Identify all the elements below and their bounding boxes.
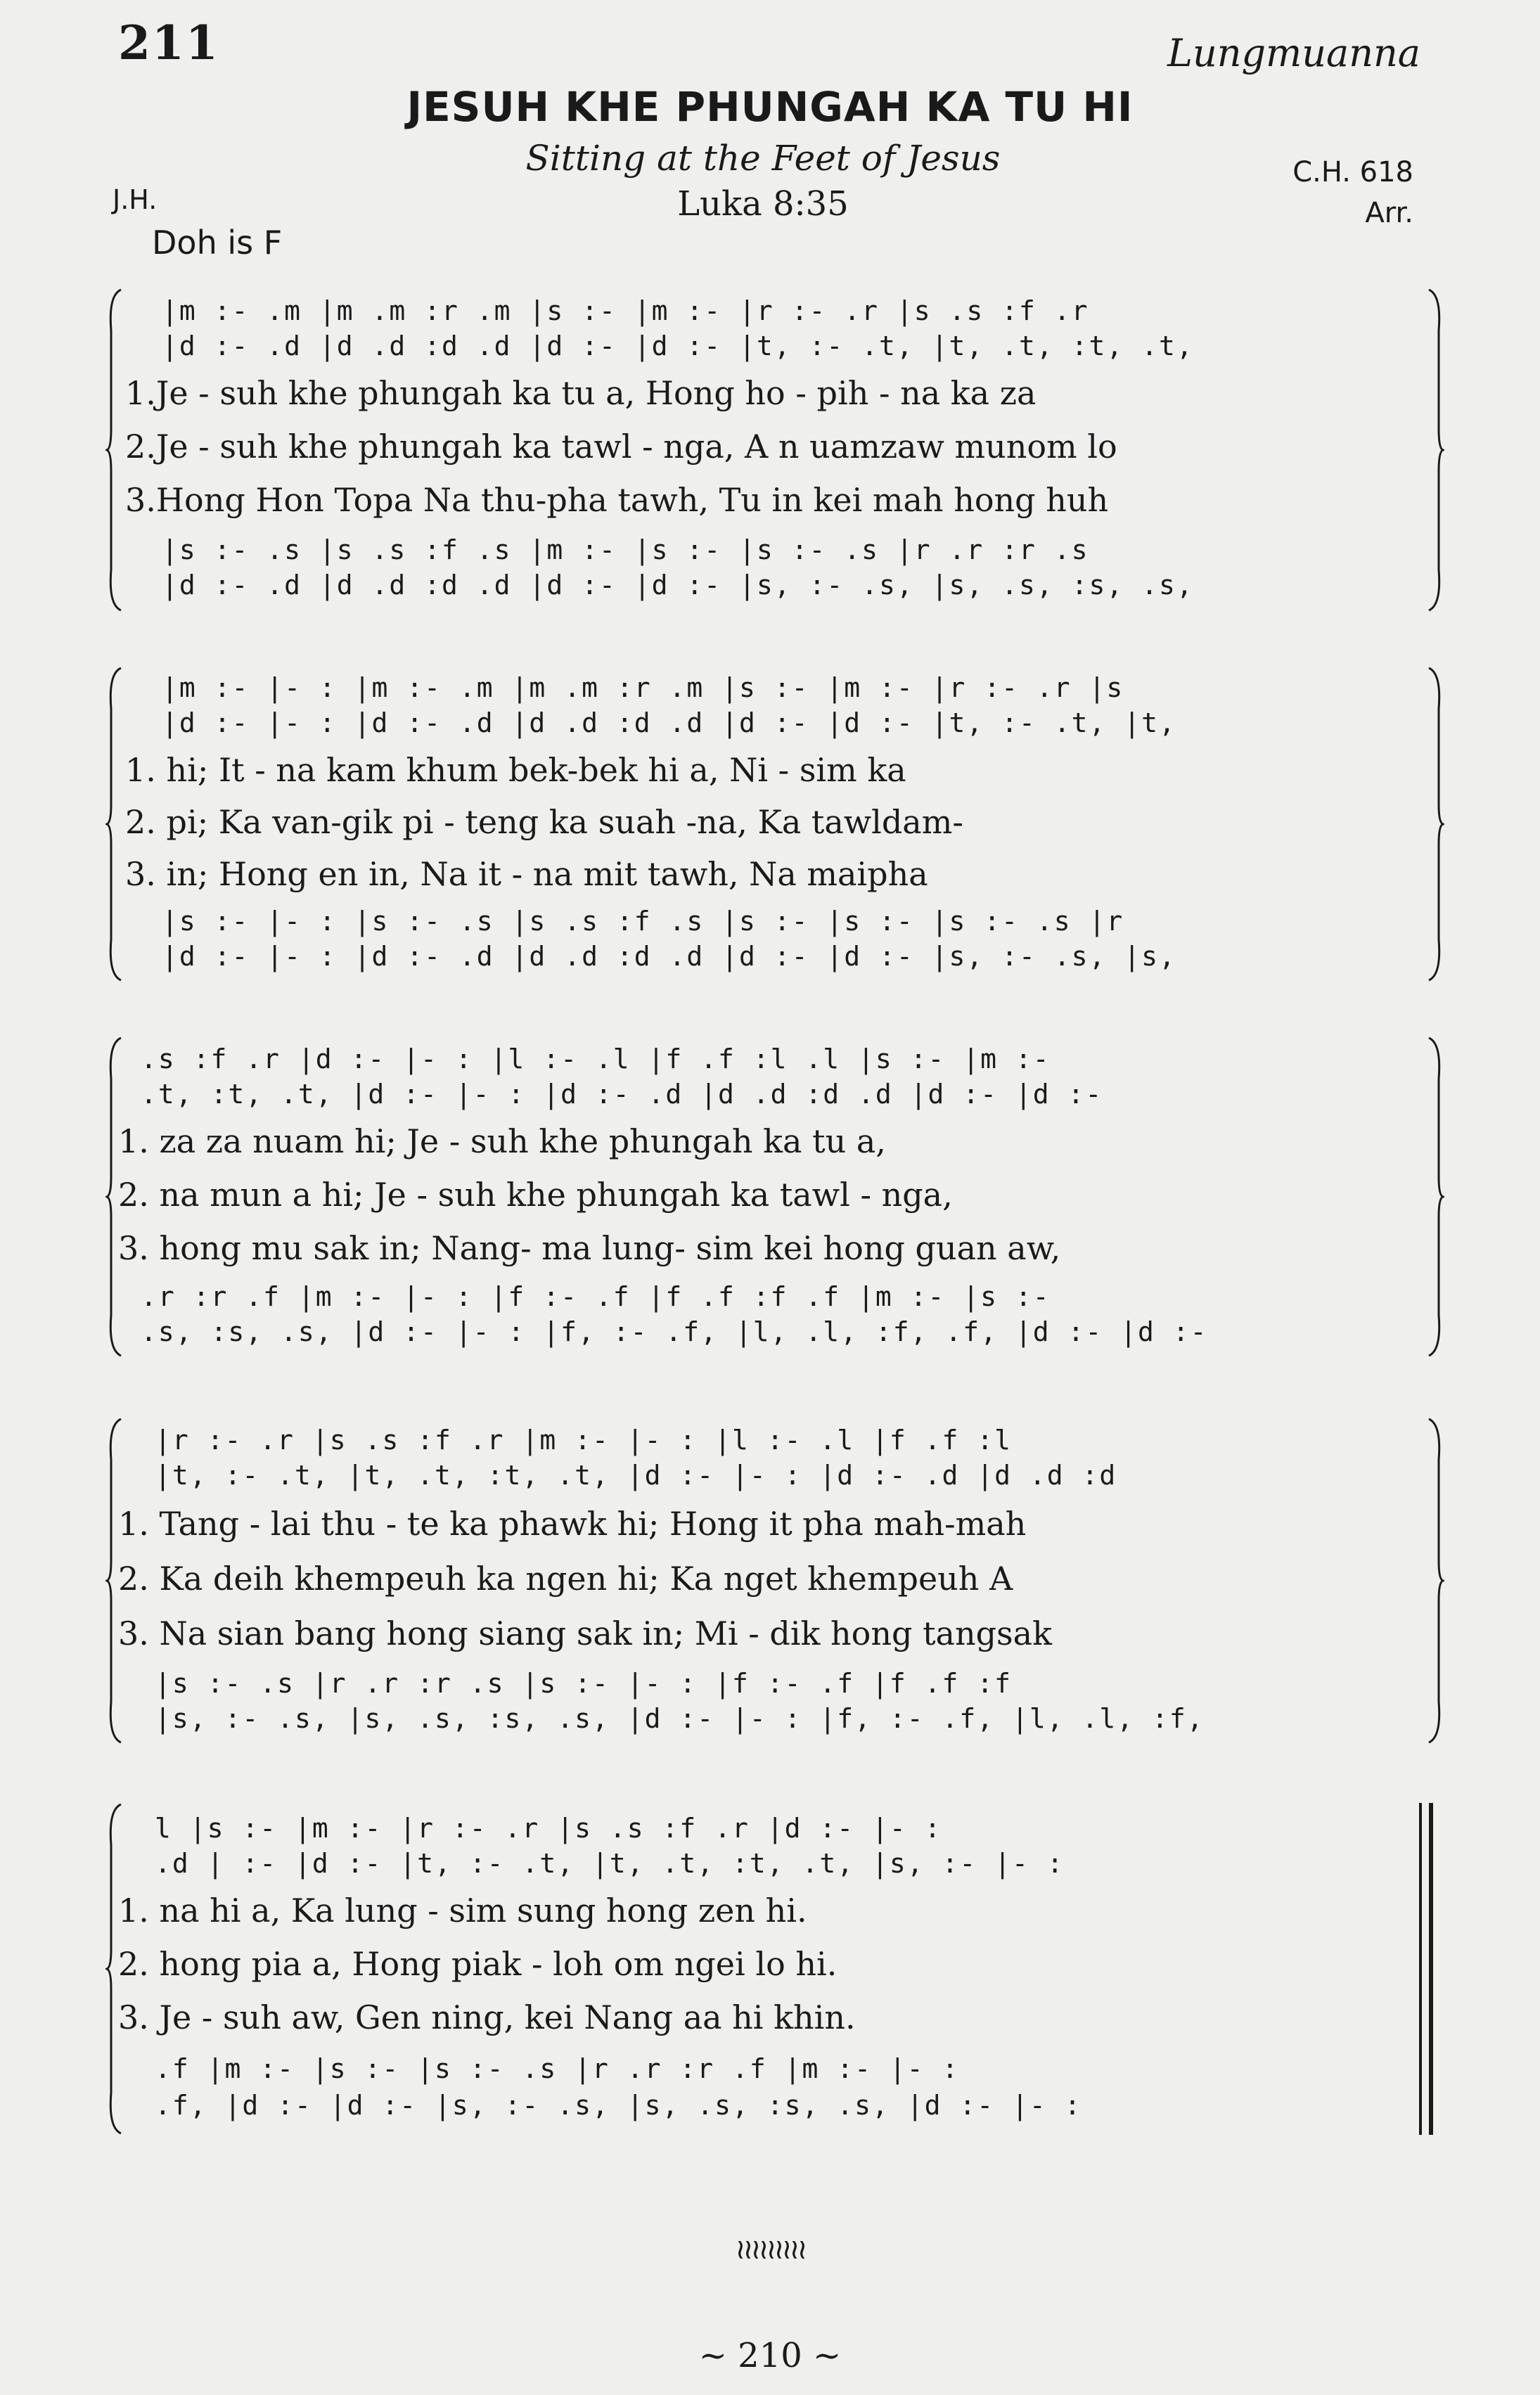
verse-1-lyrics: 1. Tang - lai thu - te ka phawk hi; Hong it pha mah-mah bbox=[118, 1505, 1027, 1543]
music-system-2 bbox=[113, 667, 1427, 982]
left-brace bbox=[105, 288, 122, 612]
alto-line: |d :- |- : |d :- .d |d .d :d .d |d :- |d :- |t, :- .t, |t, bbox=[162, 707, 1176, 738]
verse-3-lyrics: 3.Hong Hon Topa Na thu-pha tawh, Tu in kei mah hong huh bbox=[125, 481, 1109, 519]
ornament-divider: ≀≀≀≀≀≀≀≀≀ bbox=[735, 2233, 805, 2266]
bass-line: .f, |d :- |d :- |s, :- .s, |s, .s, :s, .s, |d :- |- : bbox=[155, 2090, 1082, 2121]
bass-line: |s, :- .s, |s, .s, :s, .s, |d :- |- : |f, :- .f, |l, .l, :f, bbox=[155, 1703, 1205, 1734]
tenor-line: |s :- .s |s .s :f .s |m :- |s :- |s :- .s |r .r :r .s bbox=[162, 534, 1089, 565]
tenor-line: |s :- |- : |s :- .s |s .s :f .s |s :- |s :- |s :- .s |r bbox=[162, 906, 1124, 937]
right-brace bbox=[1427, 288, 1444, 612]
alto-line: |t, :- .t, |t, .t, :t, .t, |d :- |- : |d :- .d |d .d :d bbox=[155, 1460, 1117, 1491]
verse-3-lyrics: 3. in; Hong en in, Na it - na mit tawh, Na maipha bbox=[125, 855, 928, 893]
ch-reference: C.H. 618 bbox=[1292, 156, 1413, 188]
tenor-line: .f |m :- |s :- |s :- .s |r .r :r .f |m :- |- : bbox=[155, 2053, 960, 2084]
page-number: ~ 210 ~ bbox=[698, 2336, 842, 2375]
music-system-4 bbox=[113, 1418, 1427, 1744]
right-brace bbox=[1427, 1418, 1444, 1744]
arrangement-note: Arr. bbox=[1365, 197, 1413, 229]
verse-3-lyrics: 3. hong mu sak in; Nang- ma lung- sim kei hong guan aw, bbox=[118, 1229, 1061, 1267]
tenor-line: .r :r .f |m :- |- : |f :- .f |f .f :f .f |m :- |s :- bbox=[141, 1281, 1051, 1312]
verse-2-lyrics: 2.Je - suh khe phungah ka tawl - nga, A n uamzaw munom lo bbox=[125, 428, 1117, 465]
alto-line: .t, :t, .t, |d :- |- : |d :- .d |d .d :d .d |d :- |d :- bbox=[141, 1079, 1103, 1110]
final-double-barline-thin bbox=[1419, 1803, 1422, 2135]
key-signature: Doh is F bbox=[152, 224, 283, 262]
verse-1-lyrics: 1.Je - suh khe phungah ka tu a, Hong ho - pih - na ka za bbox=[125, 374, 1037, 412]
music-system-5 bbox=[113, 1803, 1427, 2135]
right-brace bbox=[1427, 1036, 1444, 1357]
verse-3-lyrics: 3. Na sian bang hong siang sak in; Mi - dik hong tangsak bbox=[118, 1614, 1052, 1652]
author-initials: J.H. bbox=[113, 184, 158, 215]
section-title: Lungmuanna bbox=[1167, 31, 1420, 75]
verse-2-lyrics: 2. Ka deih khempeuh ka ngen hi; Ka nget khempeuh A bbox=[118, 1560, 1013, 1598]
soprano-line: |r :- .r |s .s :f .r |m :- |- : |l :- .l |f .f :l bbox=[155, 1425, 1013, 1456]
soprano-line: |m :- |- : |m :- .m |m .m :r .m |s :- |m :- |r :- .r |s bbox=[162, 672, 1124, 703]
verse-3-lyrics: 3. Je - suh aw, Gen ning, kei Nang aa hi khin. bbox=[118, 1998, 856, 2036]
alto-line: |d :- .d |d .d :d .d |d :- |d :- |t, :- .t, |t, .t, :t, .t, bbox=[162, 330, 1194, 361]
scripture-reference: Luka 8:35 bbox=[677, 184, 849, 224]
right-brace bbox=[1427, 667, 1444, 982]
left-brace bbox=[105, 667, 122, 982]
hymn-title: JESUH KHE PHUNGAH KA TU HI bbox=[406, 83, 1134, 131]
bass-line: .s, :s, .s, |d :- |- : |f, :- .f, |l, .l, :f, .f, |d :- |d :- bbox=[141, 1316, 1208, 1347]
verse-1-lyrics: 1. hi; It - na kam khum bek-bek hi a, Ni - sim ka bbox=[125, 751, 906, 789]
bass-line: |d :- .d |d .d :d .d |d :- |d :- |s, :- .s, |s, .s, :s, .s, bbox=[162, 570, 1194, 601]
verse-2-lyrics: 2. pi; Ka van-gik pi - teng ka suah -na, Ka tawldam- bbox=[125, 803, 963, 841]
hymn-number: 211 bbox=[118, 15, 219, 70]
verse-2-lyrics: 2. na mun a hi; Je - suh khe phungah ka tawl - nga, bbox=[118, 1176, 953, 1214]
alto-line: .d | :- |d :- |t, :- .t, |t, .t, :t, .t, |s, :- |- : bbox=[155, 1848, 1065, 1879]
soprano-line: l |s :- |m :- |r :- .r |s .s :f .r |d :- |- : bbox=[155, 1813, 942, 1844]
soprano-line: |m :- .m |m .m :r .m |s :- |m :- |r :- .r |s .s :f .r bbox=[162, 295, 1089, 326]
hymn-subtitle: Sitting at the Feet of Jesus bbox=[525, 138, 1001, 179]
final-double-barline-thick bbox=[1429, 1803, 1433, 2135]
verse-1-lyrics: 1. za za nuam hi; Je - suh khe phungah ka tu a, bbox=[118, 1122, 886, 1160]
verse-1-lyrics: 1. na hi a, Ka lung - sim sung hong zen hi. bbox=[118, 1892, 807, 1930]
bass-line: |d :- |- : |d :- .d |d .d :d .d |d :- |d :- |s, :- .s, |s, bbox=[162, 941, 1176, 972]
soprano-line: .s :f .r |d :- |- : |l :- .l |f .f :l .l |s :- |m :- bbox=[141, 1044, 1051, 1074]
verse-2-lyrics: 2. hong pia a, Hong piak - loh om ngei lo hi. bbox=[118, 1945, 838, 1983]
music-system-1 bbox=[113, 288, 1427, 612]
music-system-3 bbox=[113, 1036, 1427, 1357]
tenor-line: |s :- .s |r .r :r .s |s :- |- : |f :- .f |f .f :f bbox=[155, 1668, 1013, 1699]
